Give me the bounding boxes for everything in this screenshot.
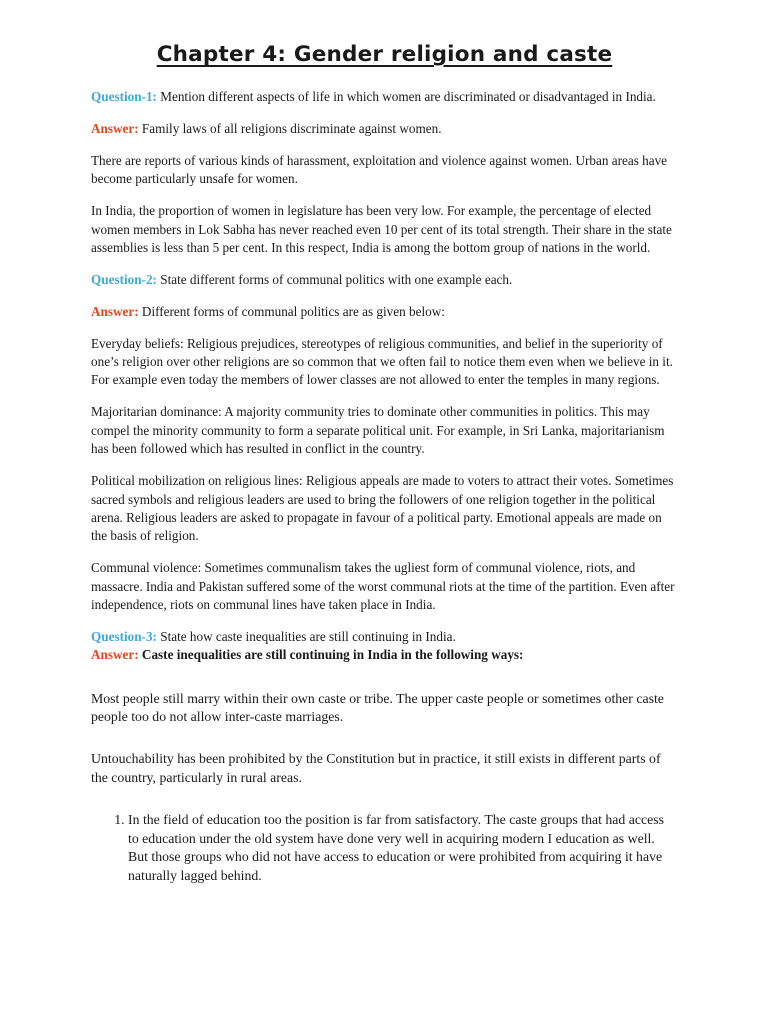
question-3-label: Question-3:: [91, 628, 157, 644]
answer-3-label: Answer:: [91, 647, 139, 663]
question-1-text: Mention different aspects of life in which women are discriminated or disadvantaged in India.: [156, 89, 656, 104]
answer-3-paragraph: Untouchability has been prohibited by the Constitution but in practice, it still exists in different parts of the country, particularly in rural areas.: [91, 750, 661, 785]
question-1: [91, 88, 678, 106]
answer-2-paragraph: Communal violence: Sometimes communalism takes the ugliest form of communal violence, riots, and massacre. India and Pakistan suffered some of the worst communal riots at the time of the partition. Even after independence, riots on communal lines have taken place in India.: [91, 560, 675, 613]
question-3: [91, 628, 678, 646]
answer-1-text: Family laws of all religions discriminate against women.: [138, 120, 442, 136]
answer-2-label: Answer:: [91, 303, 139, 319]
answer-1: [91, 120, 678, 138]
answer-2-text: Different forms of communal politics are as given below:: [138, 303, 445, 319]
question-2-label: Question-2:: [91, 271, 157, 287]
answer-1-label: Answer:: [91, 120, 139, 136]
answer-1-paragraph: There are reports of various kinds of harassment, exploitation and violence against women. Urban areas have become particularly unsafe for women.: [91, 152, 668, 187]
answer-1-paragraph: In India, the proportion of women in legislature has been very low. For example, the percentage of elected women members in Lok Sabha has never reached even 10 per cent of its total strength. Their share in the state assemblies is less than 5 per cent. In this respect, India is among the bottom group of nations in the world.: [91, 203, 672, 255]
question-2: [91, 271, 678, 289]
answer-3: [91, 646, 678, 664]
question-3-text: State how caste inequalities are still continuing in India.: [156, 628, 456, 644]
answer-2-paragraph: Majoritarian dominance: A majority community tries to dominate other communities in politics. This may compel the minority community to form a separate political unit. For example, in Sri Lanka, majoritarianism has been followed which has resulted in conflict in the country.: [91, 404, 665, 457]
question-1-label: Question-1:: [91, 89, 157, 104]
answer-3-list: [91, 811, 678, 885]
page-title: Chapter 4: Gender religion and caste: [156, 42, 613, 67]
answer-2: [91, 303, 678, 321]
answer-3-paragraph: Most people still marry within their own caste or tribe. The upper caste people or sometimes other caste people too do not allow inter-caste marriages.: [91, 690, 664, 725]
list-item: 1. In the field of education too the position is far from satisfactory. The caste groups that had access to education under the old system have done very well in acquiring modern I education as well. But those groups who did not have access to education or were prohibited from acquiring it have naturally lagged behind.: [128, 811, 678, 885]
answer-2-paragraph: Everyday beliefs: Religious prejudices, stereotypes of religious communities, and belief in the superiority of one’s religion over other religions are so common that we often fail to notice them even when we believe in it. For example even today the members of lower classes are not allowed to enter the temples in many regions.: [91, 335, 673, 388]
question-2-text: State different forms of communal politics with one example each.: [156, 271, 513, 287]
answer-2-paragraph: Political mobilization on religious lines: Religious appeals are made to voters to attract their votes. Sometimes sacred symbols and religious leaders are used to bring the followers of one religion together in the political arena. Religious leaders are asked to propagate in favour of a political party. Emotional appeals are made on the basis of religion.: [91, 473, 674, 544]
answer-3-text: Caste inequalities are still continuing in India in the following ways:: [138, 647, 524, 663]
